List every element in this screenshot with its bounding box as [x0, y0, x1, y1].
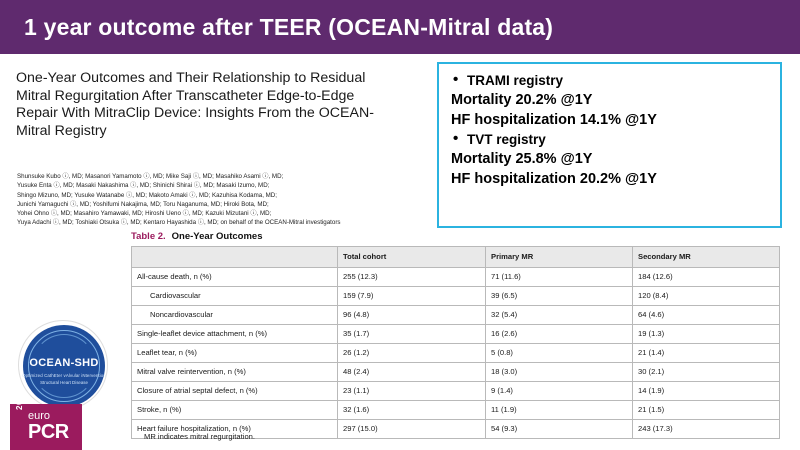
column-header — [132, 247, 338, 268]
cell-total: 26 (1.2) — [338, 344, 486, 363]
cell-secondary: 21 (1.4) — [633, 344, 780, 363]
list-item: • TRAMI registry — [451, 71, 770, 90]
column-header: Secondary MR — [633, 247, 780, 268]
table-row — [132, 401, 780, 420]
list-item: HF hospitalization 20.2% @1Y — [451, 171, 657, 187]
table-row — [132, 382, 780, 401]
logo-euro-text: euro — [28, 410, 51, 422]
outcomes-table — [131, 246, 780, 439]
row-label: Heart failure hospitalization, n (%) — [132, 420, 338, 439]
table-row — [132, 344, 780, 363]
table-row — [132, 287, 780, 306]
row-label: Noncardiovascular — [132, 306, 338, 325]
row-label: Leaflet tear, n (%) — [132, 344, 338, 363]
author-line: Junichi Yamaguchi ⓘ, MD; Yoshifumi Nakajima, MD; Toru Naganuma, MD; Hiroki Bota, MD; — [17, 200, 269, 208]
cell-primary: 11 (1.9) — [486, 401, 633, 420]
column-header: Primary MR — [486, 247, 633, 268]
author-line: Shunsuke Kubo ⓘ, MD; Masanori Yamamoto ⓘ, MD; Mike Saji ⓘ, MD; Masahiko Asami ⓘ, MD; — [17, 173, 284, 180]
registry-list — [451, 71, 770, 189]
table-header-row — [132, 247, 780, 268]
table-caption — [131, 231, 262, 242]
logo-year: 2024 — [15, 390, 24, 410]
logo-pcr-text: PCR — [28, 421, 69, 443]
cell-total: 32 (1.6) — [338, 401, 486, 420]
cell-primary: 18 (3.0) — [486, 363, 633, 382]
cell-primary: 32 (5.4) — [486, 306, 633, 325]
table-row — [132, 306, 780, 325]
cell-primary: 5 (0.8) — [486, 344, 633, 363]
cell-secondary: 30 (2.1) — [633, 363, 780, 382]
cell-secondary: 243 (17.3) — [633, 420, 780, 439]
cell-primary: 16 (2.6) — [486, 325, 633, 344]
cell-secondary: 64 (4.6) — [633, 306, 780, 325]
paper-title: One-Year Outcomes and Their Relationship to Residual Mitral Regurgitation After Transcatheter Edge-to-Edge Repair With MitraClip Device: Insights From the OCEAN-Mitral Registry — [16, 70, 374, 139]
cell-secondary: 120 (8.4) — [633, 287, 780, 306]
cell-primary: 54 (9.3) — [486, 420, 633, 439]
row-label: Stroke, n (%) — [132, 401, 338, 420]
cell-total: 159 (7.9) — [338, 287, 486, 306]
table-title: One-Year Outcomes — [171, 231, 263, 242]
row-label: Closure of atrial septal defect, n (%) — [132, 382, 338, 401]
cell-primary: 9 (1.4) — [486, 382, 633, 401]
slide-title-bar — [0, 0, 800, 54]
cell-secondary: 21 (1.5) — [633, 401, 780, 420]
cell-secondary: 19 (1.3) — [633, 325, 780, 344]
list-item: HF hospitalization 14.1% @1Y — [451, 112, 657, 128]
table-label: Table 2. — [131, 231, 166, 242]
list-item: Mortality 25.8% @1Y — [451, 151, 593, 167]
cell-total: 35 (1.7) — [338, 325, 486, 344]
cell-total: 297 (15.0) — [338, 420, 486, 439]
table-row — [132, 268, 780, 287]
row-label: Cardiovascular — [132, 287, 338, 306]
row-label: Mitral valve reintervention, n (%) — [132, 363, 338, 382]
cell-secondary: 184 (12.6) — [633, 268, 780, 287]
author-line: Shingo Mizuno, MD; Yusuke Watanabe ⓘ, MD; Makoto Amaki ⓘ, MD; Kazuhisa Kodama, MD; — [17, 191, 277, 199]
cell-secondary: 14 (1.9) — [633, 382, 780, 401]
row-label: All-cause death, n (%) — [132, 268, 338, 287]
table-row — [132, 363, 780, 382]
cell-total: 96 (4.8) — [338, 306, 486, 325]
cell-total: 48 (2.4) — [338, 363, 486, 382]
column-header: Total cohort — [338, 247, 486, 268]
cell-total: 23 (1.1) — [338, 382, 486, 401]
author-list — [17, 172, 377, 228]
cell-total: 255 (12.3) — [338, 268, 486, 287]
cell-primary: 39 (6.5) — [486, 287, 633, 306]
list-item: • TVT registry — [451, 130, 770, 149]
registry-highlight-box — [437, 62, 782, 228]
table-row — [132, 325, 780, 344]
list-item: Mortality 20.2% @1Y — [451, 92, 593, 108]
author-line: Yuya Adachi ⓘ, MD; Toshiaki Otsuka ⓘ, MD; Kentaro Hayashida ⓘ, MD; on behalf of the OCEAN-Mitral investigators — [17, 219, 341, 227]
ocean-shd-logo — [18, 320, 108, 410]
page-title: 1 year outcome after TEER (OCEAN-Mitral data) — [24, 13, 554, 40]
cell-primary: 71 (11.6) — [486, 268, 633, 287]
author-line: Yusuke Enta ⓘ, MD; Masaki Nakashima ⓘ, MD; Shinichi Shirai ⓘ, MD; Masaki Izumo, MD; — [17, 182, 270, 190]
author-line: Yohei Ohno ⓘ, MD; Masahiro Yamawaki, MD; Hiroshi Ueno ⓘ, MD; Kazuki Mizutani ⓘ, MD; — [17, 210, 272, 218]
row-label: Single-leaflet device attachment, n (%) — [132, 325, 338, 344]
table-footnote: MR indicates mitral regurgitation. — [144, 432, 255, 441]
logo-subtitle-2: Structural Heart Disease — [40, 380, 88, 385]
europcr-logo — [10, 390, 82, 450]
logo-name: OCEAN-SHD — [29, 357, 99, 369]
logo-subtitle-1: Optimized CathEter vAlvular iNtervention — [22, 373, 106, 378]
